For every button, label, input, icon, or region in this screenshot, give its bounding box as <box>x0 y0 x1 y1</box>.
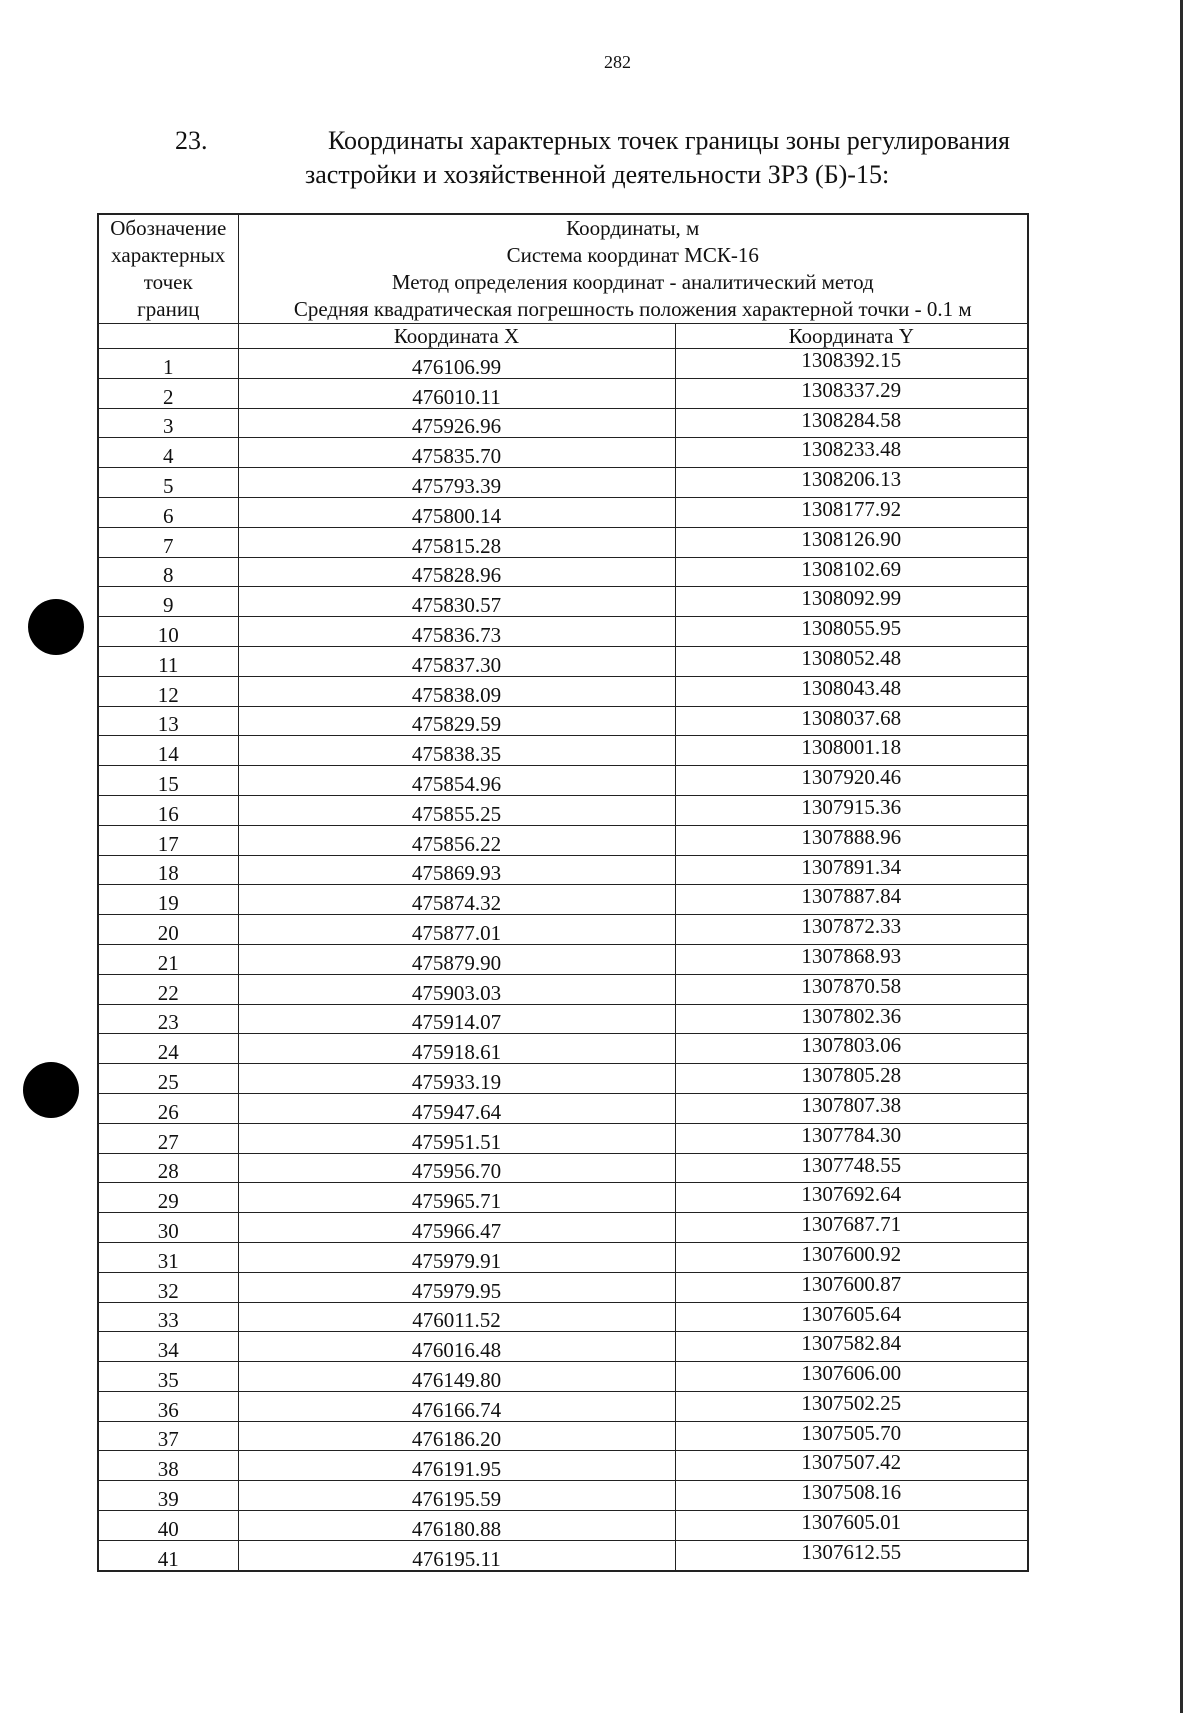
coordinate-x-cell: 475828.96 <box>238 557 675 587</box>
table-row <box>98 1332 1028 1362</box>
header-coordinates-line: Метод определения координат - аналитический метод <box>391 270 874 294</box>
point-number-cell: 30 <box>98 1213 238 1243</box>
point-number-cell: 33 <box>98 1302 238 1332</box>
coordinate-x-cell: 476195.59 <box>238 1481 675 1511</box>
coordinate-y-cell: 1308177.92 <box>675 497 1028 527</box>
coordinate-y-cell: 1307502.25 <box>675 1391 1028 1421</box>
coordinate-y-cell: 1307748.55 <box>675 1153 1028 1183</box>
coordinate-x-cell: 475836.73 <box>238 617 675 647</box>
coordinate-y-cell: 1308337.29 <box>675 378 1028 408</box>
coordinate-x-cell: 475914.07 <box>238 1004 675 1034</box>
header-coordinates <box>238 214 1028 324</box>
coordinate-y-cell: 1308055.95 <box>675 617 1028 647</box>
punch-hole-bottom <box>23 1062 79 1118</box>
coordinate-y-cell: 1308043.48 <box>675 676 1028 706</box>
table-row <box>98 349 1028 379</box>
coordinate-y-cell: 1307507.42 <box>675 1451 1028 1481</box>
point-number-cell: 26 <box>98 1093 238 1123</box>
point-number-cell: 28 <box>98 1153 238 1183</box>
table-subheader-row <box>98 324 1028 349</box>
coordinate-y-cell: 1308052.48 <box>675 646 1028 676</box>
table-row <box>98 468 1028 498</box>
table-row <box>98 1213 1028 1243</box>
table-row <box>98 617 1028 647</box>
point-number-cell: 5 <box>98 468 238 498</box>
coordinate-x-cell: 475956.70 <box>238 1153 675 1183</box>
table-row <box>98 438 1028 468</box>
table-body <box>98 349 1028 1571</box>
coordinate-x-cell: 475869.93 <box>238 855 675 885</box>
header-coordinates-line: Средняя квадратическая погрешность положения характерной точки - 0.1 м <box>293 297 972 321</box>
point-number-cell: 14 <box>98 736 238 766</box>
coordinate-y-cell: 1307887.84 <box>675 885 1028 915</box>
coordinate-x-cell: 475837.30 <box>238 646 675 676</box>
section-title <box>300 124 1100 192</box>
coordinate-x-cell: 476166.74 <box>238 1391 675 1421</box>
point-number-cell: 32 <box>98 1272 238 1302</box>
section-title-line-2: застройки и хозяйственной деятельности ЗРЗ (Б)-15: <box>305 160 890 189</box>
table-row <box>98 527 1028 557</box>
point-number-cell: 31 <box>98 1242 238 1272</box>
coordinate-y-cell: 1307606.00 <box>675 1362 1028 1392</box>
coordinate-y-cell: 1307915.36 <box>675 795 1028 825</box>
coordinate-y-cell: 1307805.28 <box>675 1064 1028 1094</box>
coordinate-x-cell: 475856.22 <box>238 825 675 855</box>
coordinate-x-cell: 475835.70 <box>238 438 675 468</box>
table-row <box>98 1391 1028 1421</box>
table-row <box>98 676 1028 706</box>
coordinate-y-cell: 1307803.06 <box>675 1034 1028 1064</box>
table-row <box>98 1242 1028 1272</box>
table-row <box>98 766 1028 796</box>
coordinate-x-cell: 476106.99 <box>238 349 675 379</box>
point-number-cell: 2 <box>98 378 238 408</box>
coordinate-y-cell: 1307868.93 <box>675 944 1028 974</box>
coordinate-y-cell: 1307891.34 <box>675 855 1028 885</box>
table-row <box>98 1302 1028 1332</box>
coordinate-x-cell: 476149.80 <box>238 1362 675 1392</box>
coordinate-x-cell: 475854.96 <box>238 766 675 796</box>
table-row <box>98 408 1028 438</box>
point-number-cell: 40 <box>98 1511 238 1541</box>
point-number-cell: 34 <box>98 1332 238 1362</box>
point-number-cell: 10 <box>98 617 238 647</box>
header-point-label-line: Обозначение <box>110 216 227 240</box>
table-row <box>98 1451 1028 1481</box>
coordinate-x-cell: 475933.19 <box>238 1064 675 1094</box>
page-number: 282 <box>604 52 631 72</box>
point-number-cell: 1 <box>98 349 238 379</box>
header-point-label-line: точек <box>143 270 193 294</box>
coordinate-y-cell: 1308092.99 <box>675 587 1028 617</box>
column-header-x: Координата X <box>238 324 675 349</box>
section-title-line-1: Координаты характерных точек границы зоны регулирования <box>328 126 1010 155</box>
table-row <box>98 378 1028 408</box>
coordinate-x-cell: 475903.03 <box>238 974 675 1004</box>
coordinates-table <box>97 213 1029 1572</box>
coordinate-x-cell: 476016.48 <box>238 1332 675 1362</box>
coordinate-y-cell: 1307920.46 <box>675 766 1028 796</box>
point-number-cell: 4 <box>98 438 238 468</box>
coordinate-x-cell: 475947.64 <box>238 1093 675 1123</box>
coordinate-x-cell: 476186.20 <box>238 1421 675 1451</box>
coordinate-x-cell: 475877.01 <box>238 915 675 945</box>
point-number-cell: 19 <box>98 885 238 915</box>
table-row <box>98 1481 1028 1511</box>
coordinate-x-cell: 475926.96 <box>238 408 675 438</box>
table-row <box>98 915 1028 945</box>
point-number-cell: 25 <box>98 1064 238 1094</box>
point-number-cell: 35 <box>98 1362 238 1392</box>
table-row <box>98 1511 1028 1541</box>
table-row <box>98 885 1028 915</box>
coordinate-y-cell: 1307508.16 <box>675 1481 1028 1511</box>
coordinate-y-cell: 1308037.68 <box>675 706 1028 736</box>
coordinate-y-cell: 1308233.48 <box>675 438 1028 468</box>
column-header-y: Координата Y <box>675 324 1028 349</box>
point-number-cell: 29 <box>98 1183 238 1213</box>
coordinate-x-cell: 475855.25 <box>238 795 675 825</box>
table-row <box>98 497 1028 527</box>
coordinate-x-cell: 475838.09 <box>238 676 675 706</box>
coordinate-y-cell: 1307600.92 <box>675 1242 1028 1272</box>
point-number-cell: 23 <box>98 1004 238 1034</box>
coordinate-x-cell: 475800.14 <box>238 497 675 527</box>
coordinate-x-cell: 475838.35 <box>238 736 675 766</box>
table-row <box>98 557 1028 587</box>
table-row <box>98 1362 1028 1392</box>
coordinate-y-cell: 1307870.58 <box>675 974 1028 1004</box>
coordinate-y-cell: 1307802.36 <box>675 1004 1028 1034</box>
coordinate-y-cell: 1308126.90 <box>675 527 1028 557</box>
table-row <box>98 974 1028 1004</box>
coordinate-y-cell: 1307505.70 <box>675 1421 1028 1451</box>
point-number-cell: 20 <box>98 915 238 945</box>
punch-hole-top <box>28 599 84 655</box>
table-row <box>98 1004 1028 1034</box>
coordinate-x-cell: 475951.51 <box>238 1123 675 1153</box>
coordinate-x-cell: 475874.32 <box>238 885 675 915</box>
point-number-cell: 24 <box>98 1034 238 1064</box>
point-number-cell: 36 <box>98 1391 238 1421</box>
point-number-cell: 22 <box>98 974 238 1004</box>
point-number-cell: 39 <box>98 1481 238 1511</box>
point-number-cell: 18 <box>98 855 238 885</box>
coordinate-x-cell: 475830.57 <box>238 587 675 617</box>
coordinate-x-cell: 476010.11 <box>238 378 675 408</box>
table-row <box>98 1540 1028 1570</box>
point-number-cell: 15 <box>98 766 238 796</box>
table-row <box>98 736 1028 766</box>
point-number-cell: 3 <box>98 408 238 438</box>
table-row <box>98 1272 1028 1302</box>
coordinate-y-cell: 1308206.13 <box>675 468 1028 498</box>
coordinate-x-cell: 475965.71 <box>238 1183 675 1213</box>
header-coordinates-line: Система координат МСК-16 <box>506 243 759 267</box>
header-point-label-line: характерных <box>111 243 226 267</box>
point-number-cell: 8 <box>98 557 238 587</box>
point-number-cell: 11 <box>98 646 238 676</box>
coordinate-x-cell: 475793.39 <box>238 468 675 498</box>
table-row <box>98 1183 1028 1213</box>
table-row <box>98 1093 1028 1123</box>
table-row <box>98 795 1028 825</box>
point-number-cell: 37 <box>98 1421 238 1451</box>
coordinate-y-cell: 1307784.30 <box>675 1123 1028 1153</box>
coordinate-x-cell: 475879.90 <box>238 944 675 974</box>
header-coordinates-line: Координаты, м <box>566 216 700 240</box>
table-row <box>98 855 1028 885</box>
point-number-cell: 27 <box>98 1123 238 1153</box>
table-row <box>98 1153 1028 1183</box>
point-number-cell: 21 <box>98 944 238 974</box>
point-number-cell: 38 <box>98 1451 238 1481</box>
table-row <box>98 825 1028 855</box>
coordinate-y-cell: 1307612.55 <box>675 1540 1028 1570</box>
subheader-empty <box>98 324 238 349</box>
coordinate-x-cell: 476180.88 <box>238 1511 675 1541</box>
coordinate-y-cell: 1307582.84 <box>675 1332 1028 1362</box>
table-row <box>98 1034 1028 1064</box>
coordinate-x-cell: 475966.47 <box>238 1213 675 1243</box>
point-number-cell: 41 <box>98 1540 238 1570</box>
coordinate-y-cell: 1308102.69 <box>675 557 1028 587</box>
coordinate-y-cell: 1307600.87 <box>675 1272 1028 1302</box>
table-row <box>98 1064 1028 1094</box>
coordinate-x-cell: 476191.95 <box>238 1451 675 1481</box>
coordinate-x-cell: 475815.28 <box>238 527 675 557</box>
coordinate-y-cell: 1307605.64 <box>675 1302 1028 1332</box>
header-point-label-line: границ <box>137 297 200 321</box>
coordinate-y-cell: 1307872.33 <box>675 915 1028 945</box>
coordinate-y-cell: 1308284.58 <box>675 408 1028 438</box>
coordinate-y-cell: 1308001.18 <box>675 736 1028 766</box>
point-number-cell: 9 <box>98 587 238 617</box>
point-number-cell: 7 <box>98 527 238 557</box>
coordinate-y-cell: 1307687.71 <box>675 1213 1028 1243</box>
coordinate-y-cell: 1307692.64 <box>675 1183 1028 1213</box>
coordinate-x-cell: 475979.95 <box>238 1272 675 1302</box>
coordinate-x-cell: 475829.59 <box>238 706 675 736</box>
coordinate-y-cell: 1308392.15 <box>675 349 1028 379</box>
table-row <box>98 1421 1028 1451</box>
point-number-cell: 16 <box>98 795 238 825</box>
table-row <box>98 587 1028 617</box>
table-row <box>98 706 1028 736</box>
coordinate-y-cell: 1307807.38 <box>675 1093 1028 1123</box>
header-point-label <box>98 214 238 324</box>
coordinate-x-cell: 476011.52 <box>238 1302 675 1332</box>
point-number-cell: 6 <box>98 497 238 527</box>
point-number-cell: 13 <box>98 706 238 736</box>
coordinate-x-cell: 475918.61 <box>238 1034 675 1064</box>
table-row <box>98 1123 1028 1153</box>
table-row <box>98 646 1028 676</box>
point-number-cell: 17 <box>98 825 238 855</box>
coordinate-x-cell: 476195.11 <box>238 1540 675 1570</box>
section-number: 23. <box>175 126 208 155</box>
coordinate-x-cell: 475979.91 <box>238 1242 675 1272</box>
point-number-cell: 12 <box>98 676 238 706</box>
coordinate-y-cell: 1307605.01 <box>675 1511 1028 1541</box>
table-header-row <box>98 214 1028 324</box>
table-row <box>98 944 1028 974</box>
coordinate-y-cell: 1307888.96 <box>675 825 1028 855</box>
